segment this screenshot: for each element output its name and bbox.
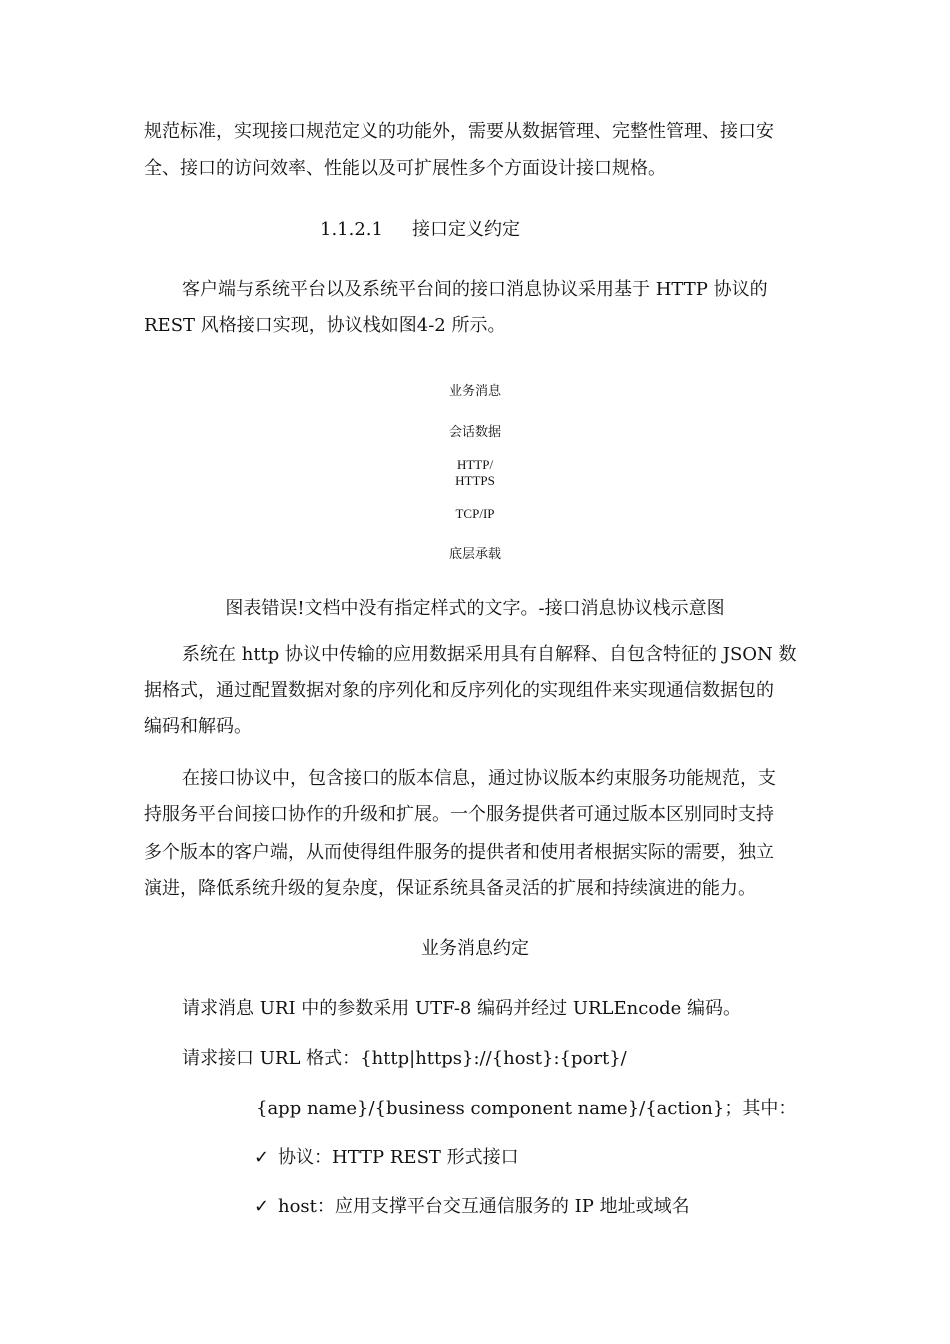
json-line-1: 系统在 http 协议中传输的应用数据采用具有自解释、自包含特征的 JSON 数 [182, 644, 797, 665]
subheading: 业务消息约定 [421, 938, 529, 959]
section-number: 1.1.2.1 [320, 219, 383, 240]
bullet-item-host [254, 1195, 690, 1219]
encoding-line: 请求消息 URI 中的参数采用 UTF-8 编码并经过 URLEncode 编码。 [182, 998, 742, 1019]
stack-layer-https: HTTPS [455, 473, 495, 488]
version-line-4: 演进，降低系统升级的复杂度，保证系统具备灵活的扩展和持续演进的能力。 [144, 878, 756, 899]
json-line-3: 编码和解码。 [144, 716, 252, 737]
bullet-item-protocol [254, 1146, 519, 1170]
version-line-2: 持服务平台间接口协作的升级和扩展。一个服务提供者可通过版本区别同时支持 [144, 804, 774, 825]
figure-caption: 图表错误!文档中没有指定样式的文字。-接口消息协议栈示意图 [225, 598, 725, 619]
url-format-line: 请求接口 URL 格式：{http|https}://{host}:{port}/ [182, 1048, 627, 1069]
bullet-text: 协议：HTTP REST 形式接口 [278, 1147, 519, 1168]
intro-line-2: 全、接口的访问效率、性能以及可扩展性多个方面设计接口规格。 [144, 158, 666, 179]
url-path-line: {app name}/{business component name}/{action}；其中： [256, 1098, 797, 1119]
stack-layer-session: 会话数据 [448, 424, 501, 439]
stack-layer-bearer: 底层承载 [448, 546, 501, 561]
section-title: 接口定义约定 [412, 219, 520, 240]
stack-layer-http: HTTP/ [456, 457, 494, 472]
version-line-3: 多个版本的客户端，从而使得组件服务的提供者和使用者根据实际的需要，独立 [144, 842, 774, 863]
intro-line-1: 规范标准，实现接口规范定义的功能外，需要从数据管理、完整性管理、接口安 [144, 121, 774, 142]
stack-layer-tcpip: TCP/IP [455, 506, 495, 521]
stack-layer-business: 业务消息 [448, 383, 501, 398]
checkmark-icon: ✓ [254, 1147, 270, 1168]
checkmark-icon: ✓ [254, 1196, 270, 1217]
bullet-text: host：应用支撑平台交互通信服务的 IP 地址或域名 [278, 1196, 690, 1217]
protocol-line-2: REST 风格接口实现，协议栈如图4-2 所示。 [144, 315, 506, 336]
protocol-line-1: 客户端与系统平台以及系统平台间的接口消息协议采用基于 HTTP 协议的 [182, 279, 768, 300]
version-line-1: 在接口协议中，包含接口的版本信息，通过协议版本约束服务功能规范，支 [182, 768, 776, 789]
json-line-2: 据格式，通过配置数据对象的序列化和反序列化的实现组件来实现通信数据包的 [144, 680, 774, 701]
